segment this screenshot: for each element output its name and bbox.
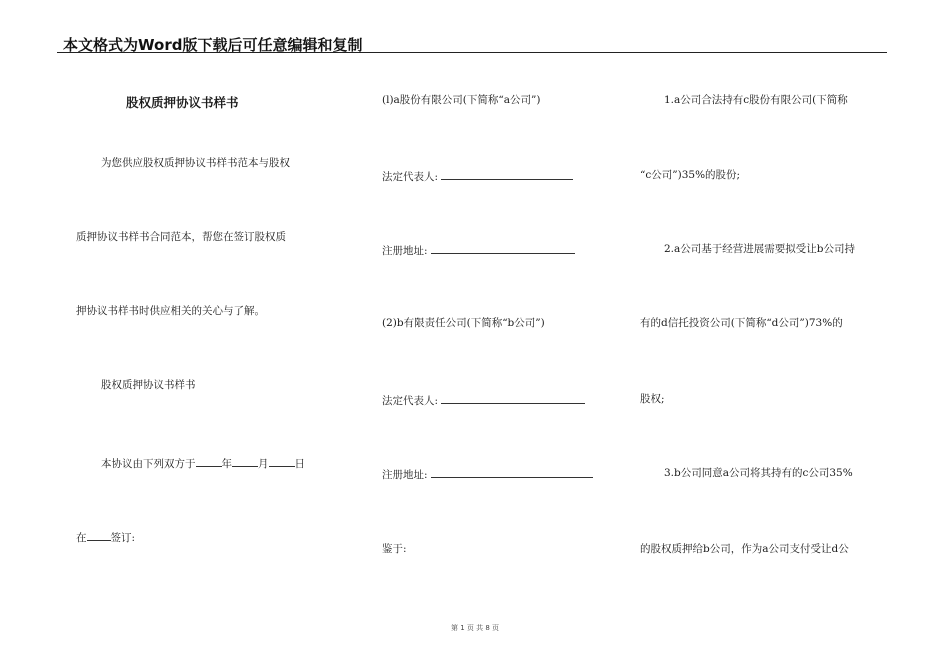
party-b-representative (382, 392, 585, 408)
intro-line-2: 质押协议书样书合同范本，帮您在签订股权质 (76, 231, 286, 243)
clause-2-line-2: 有的d信托投资公司(下简称“d公司”)73%的 (640, 317, 843, 329)
signed-label: 签订: (110, 532, 136, 544)
party-a-line: (l)a股份有限公司(下简称“a公司”) (382, 94, 541, 106)
year-label: 年 (221, 458, 232, 470)
intro-line-1: 为您供应股权质押协议书样书范本与股权 (101, 157, 290, 169)
place-prefix: 在 (76, 532, 87, 544)
place-blank (87, 529, 111, 541)
clause-2-line-3: 股权; (640, 393, 665, 405)
representative-label: 法定代表人: (382, 395, 439, 407)
agreement-subtitle: 股权质押协议书样书 (101, 379, 196, 391)
party-a-representative (382, 168, 573, 184)
address-blank (431, 466, 593, 478)
document-title: 股权质押协议书样书 (126, 95, 239, 110)
clause-3-line-2: 的股权质押给b公司，作为a公司支付受让d公 (640, 543, 849, 555)
clause-2-line-1: 2.a公司基于经营进展需要拟受让b公司持 (664, 243, 855, 255)
whereas-label: 鉴于: (382, 543, 407, 555)
page-number-footer: 第 1 页 共 8 页 (450, 624, 500, 632)
address-label: 注册地址: (382, 469, 428, 481)
intro-line-3: 押协议书样书时供应相关的关心与了解。 (76, 305, 265, 317)
month-blank (232, 455, 258, 467)
day-blank (269, 455, 295, 467)
header-divider (57, 52, 887, 53)
representative-blank (441, 392, 585, 404)
day-label: 日 (294, 458, 305, 470)
address-blank (431, 242, 575, 254)
party-b-address (382, 466, 593, 482)
month-label: 月 (258, 458, 269, 470)
party-a-address (382, 242, 575, 258)
year-blank (196, 455, 222, 467)
clause-3-line-1: 3.b公司同意a公司将其持有的c公司35% (664, 467, 853, 479)
clause-1-line-1: 1.a公司合法持有c股份有限公司(下简称 (664, 94, 848, 106)
agreement-date-line (101, 455, 305, 471)
date-prefix: 本协议由下列双方于 (101, 458, 196, 470)
address-label: 注册地址: (382, 245, 428, 257)
document-header-title: 本文格式为Word版下载后可任意编辑和复制 (63, 36, 363, 54)
signing-place-line (76, 529, 135, 545)
representative-blank (441, 168, 573, 180)
clause-1-line-2: “c公司”)35%的股份; (640, 169, 741, 181)
representative-label: 法定代表人: (382, 171, 439, 183)
party-b-line: (2)b有限责任公司(下简称“b公司”) (382, 317, 545, 329)
